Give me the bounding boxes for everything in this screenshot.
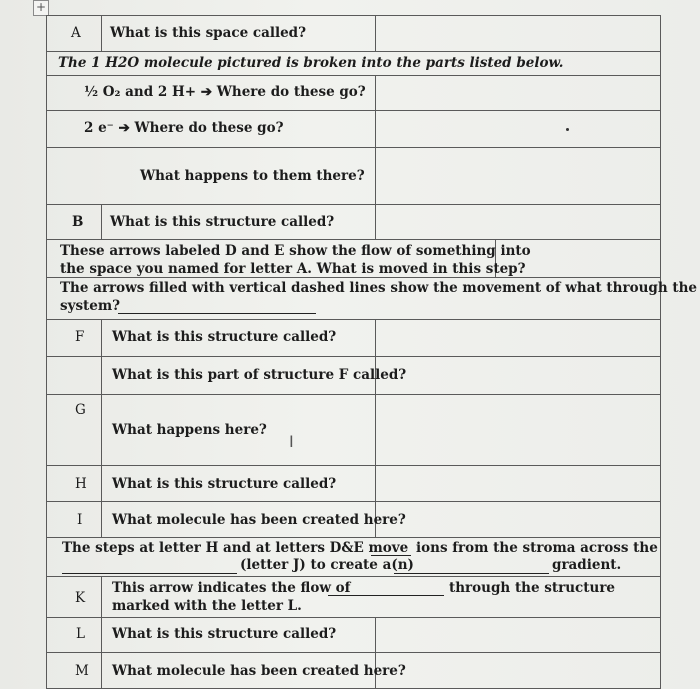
stray-dot — [566, 128, 569, 131]
row-happens-text: What happens to them there? — [140, 168, 365, 184]
row-i-label: I — [77, 512, 83, 528]
row-k-label: K — [75, 590, 86, 606]
row-happens-answer[interactable] — [375, 147, 661, 205]
steps-part3: (letter J) to create a(n) — [240, 557, 414, 573]
row-f-answer[interactable] — [375, 319, 661, 357]
row-g-label-cell — [46, 394, 102, 466]
steps-part1: The steps at letter H and at letters D&E move — [62, 540, 409, 556]
row-de-line1: These arrows labeled D and E show the flow of something into — [60, 243, 531, 259]
row-dashed-line1: The arrows filled with vertical dashed lines show the movement of what through the — [60, 280, 697, 296]
row-electrons-text: 2 e⁻ ➔ Where do these go? — [84, 120, 284, 136]
row-h-label: H — [75, 476, 87, 492]
row-a-question: What is this space called? — [110, 25, 307, 41]
row-g-answer[interactable] — [375, 394, 661, 466]
row-l-label: L — [76, 626, 85, 642]
steps-part2: ions from the stroma across the — [416, 540, 658, 556]
row-h-answer[interactable] — [375, 465, 661, 502]
row-m-question: What molecule has been created here? — [112, 663, 406, 679]
row-f-label: F — [75, 329, 85, 345]
table-move-handle[interactable] — [33, 0, 49, 16]
steps-part4: gradient. — [552, 557, 622, 573]
row-k-line1: This arrow indicates the flow of — [112, 580, 351, 596]
steps-blank-3[interactable] — [394, 573, 549, 574]
row-f-label-cell — [46, 319, 102, 395]
dashed-answer-blank[interactable] — [118, 313, 316, 314]
text-cursor-icon: I — [289, 432, 294, 451]
row-h2o-text: The 1 H2O molecule pictured is broken into the parts listed below. — [58, 55, 564, 71]
row-de-line2: the space you named for letter A. What is moved in this step? — [60, 261, 526, 277]
row-i-answer[interactable] — [375, 501, 661, 538]
row-i-question: What molecule has been created here? — [112, 512, 406, 528]
row-dashed-line2: system? — [60, 298, 121, 314]
row-l-answer[interactable] — [375, 617, 661, 653]
steps-blank-1[interactable] — [371, 555, 411, 556]
row-h-question: What is this structure called? — [112, 476, 337, 492]
row-m-label: M — [75, 663, 89, 679]
k-answer-blank[interactable] — [328, 595, 444, 596]
steps-blank-2[interactable] — [62, 573, 237, 574]
row-i-label-cell — [46, 501, 102, 538]
row-a-label: A — [71, 25, 81, 41]
row-l-label-cell — [46, 617, 102, 653]
row-k-label-cell — [46, 576, 102, 618]
row-b-answer[interactable] — [375, 204, 661, 240]
row-fpart-question: What is this part of structure F called? — [112, 367, 407, 383]
row-a-answer[interactable] — [375, 15, 661, 52]
row-b-label: B — [72, 214, 84, 230]
row-m-answer[interactable] — [375, 652, 661, 689]
row-electrons-answer[interactable] — [375, 110, 661, 148]
row-k-line2: marked with the letter L. — [112, 598, 302, 614]
row-l-question: What is this structure called? — [112, 626, 337, 642]
row-o2-answer[interactable] — [375, 75, 661, 111]
row-g-question: What happens here? — [112, 422, 267, 438]
row-o2-text: ½ O₂ and 2 H+ ➔ Where do these go? — [84, 84, 366, 100]
row-m-label-cell — [46, 652, 102, 689]
row-fpart-answer[interactable] — [375, 356, 661, 395]
row-h-label-cell — [46, 465, 102, 502]
row-b-question: What is this structure called? — [110, 214, 335, 230]
plus-icon: + — [35, 0, 47, 14]
row-g-label: G — [75, 402, 86, 418]
row-f-question: What is this structure called? — [112, 329, 337, 345]
row-k-right: through the structure — [449, 580, 616, 596]
